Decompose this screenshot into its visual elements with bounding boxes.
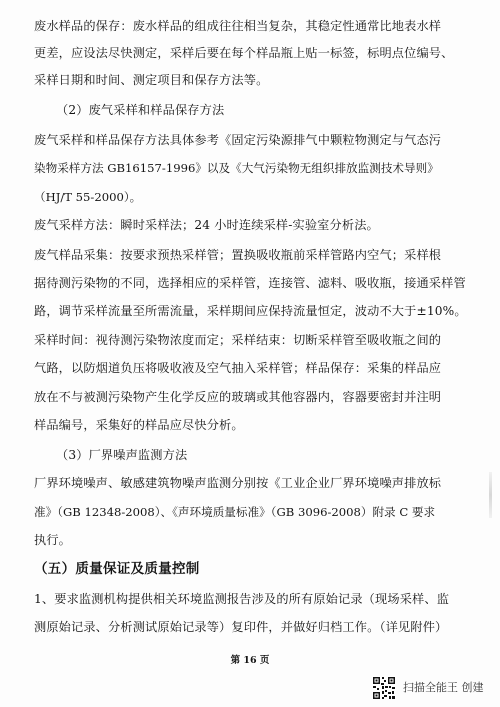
text-line: （HJ/T 55-2000）。 — [34, 190, 142, 204]
section-heading: （五）质量保证及质量控制 — [34, 561, 200, 577]
text-line: 放在不与被测污染物产生化学反应的玻璃或其他容器内，容器要密封并注明 — [34, 390, 442, 404]
text-line: 采样时间：视待测污染物浓度而定；采样结束：切断采样管至吸收瓶之间的 — [34, 333, 442, 347]
text-line: 1、要求监测机构提供相关环境监测报告涉及的所有原始记录（现场采样、监 — [34, 592, 450, 606]
qr-code-icon — [372, 676, 396, 700]
text-line: 准》（GB 12348-2008）、《声环境质量标准》（GB 3096-2008）附录 C 要求 — [34, 505, 436, 519]
text-line: 废气样品采集：按要求预热采样管；置换吸收瓶前采样管路内空气；采样根 — [34, 248, 442, 262]
text-line: 废气采样方法：瞬时采样法；24 小时连续采样-实验室分析法。 — [34, 218, 379, 232]
scanner-app-label: 扫描全能王 创建 — [403, 681, 484, 694]
text-line: 测原始记录、分析测试原始记录等）复印件，并做好归档工作。（详见附件） — [34, 620, 448, 634]
subheading: （3）厂界噪声监测方法 — [56, 448, 188, 462]
text-line: 厂界环境噪声、敏感建筑物噪声监测分别按《工业企业厂界环境噪声排放标 — [34, 476, 442, 490]
text-line: 废水样品的保存：废水样品的组成往往相当复杂，其稳定性通常比地表水样 — [34, 19, 442, 33]
text-line: 执行。 — [34, 533, 72, 547]
text-line: 据待测污染物的不同，选择相应的采样管，连接管、滤料、吸收瓶，接通采样管 — [34, 276, 466, 290]
subheading: （2）废气采样和样品保存方法 — [56, 103, 225, 117]
text-line: 采样日期和时间、测定项目和保存方法等。 — [34, 73, 269, 87]
scan-edge-mark — [489, 472, 492, 518]
text-line: 染物采样方法 GB16157-1996》以及《大气污染物无组织排放监测技术导则》 — [34, 161, 439, 175]
text-line: 废气采样和样品保存方法具体参考《固定污染源排气中颗粒物测定与气态污 — [34, 133, 442, 147]
text-line: 更差，应设法尽快测定，采样后要在每个样品瓶上贴一标签，标明点位编号、 — [34, 46, 454, 60]
text-line: 路，调节采样流量至所需流量，采样期间应保持流量恒定，波动不大于±10%。 — [34, 304, 467, 318]
scanner-watermark — [372, 676, 496, 702]
text-line: 样品编号，采集好的样品应尽快分析。 — [34, 418, 244, 432]
text-line: 气路，以防烟道负压将吸收液及空气抽入采样管；样品保存：采集的样品应 — [34, 361, 442, 375]
page-number: 第 16 页 — [230, 655, 270, 666]
